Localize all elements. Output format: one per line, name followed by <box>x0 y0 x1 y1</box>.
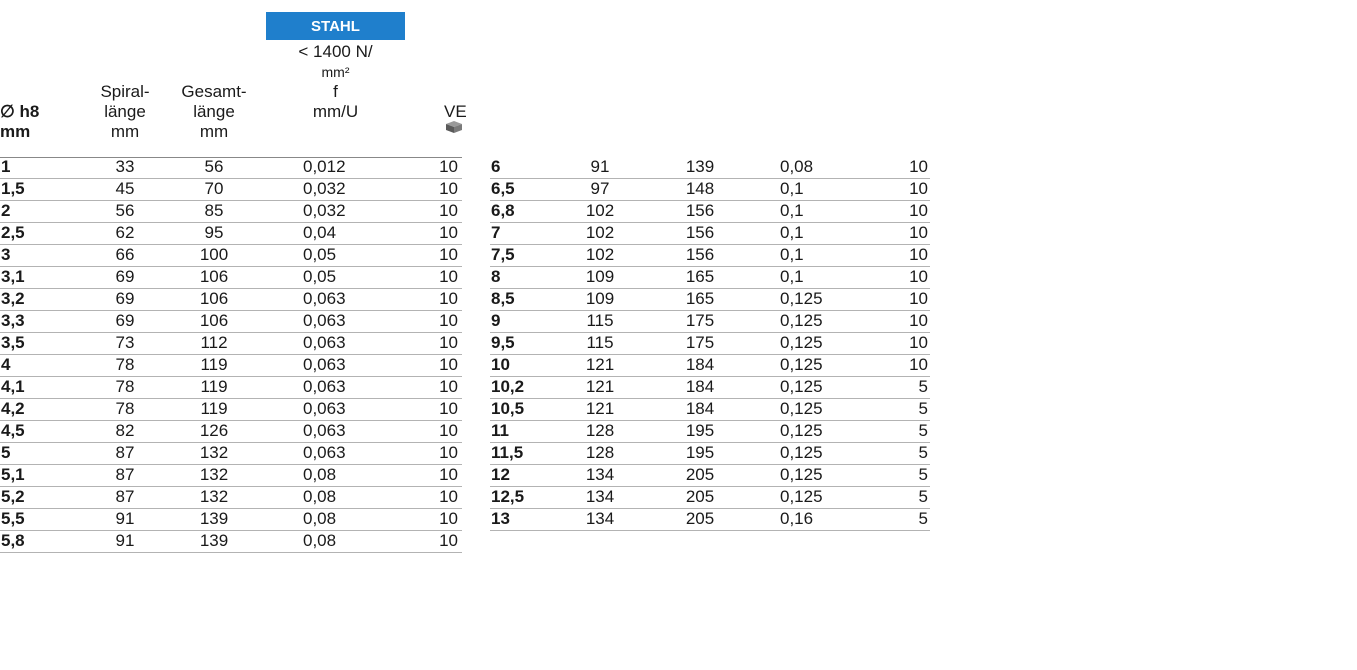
feed-cell: 0,1 <box>780 267 804 286</box>
ve-cell: 10 <box>439 509 458 528</box>
table-row <box>490 354 930 377</box>
table-row <box>0 354 462 377</box>
feed-cell: 0,08 <box>303 465 337 484</box>
diameter-cell: 6,5 <box>491 179 515 198</box>
spiral-length-cell: 69 <box>115 311 135 330</box>
ve-cell: 10 <box>439 399 458 418</box>
spiral-length-cell: 69 <box>115 267 135 286</box>
total-length-header <box>170 82 258 142</box>
table-row <box>0 508 462 531</box>
ve-cell: 10 <box>439 311 458 330</box>
feed-cell: 0,012 <box>303 157 346 176</box>
diameter-cell: 11 <box>491 421 509 440</box>
table-row <box>0 464 462 487</box>
spiral-length-cell: 109 <box>585 267 615 286</box>
total-length-cell: 195 <box>685 443 715 462</box>
spiral-length-cell: 115 <box>586 333 614 352</box>
spiral-length-cell: 121 <box>585 355 615 374</box>
ve-cell: 10 <box>439 179 458 198</box>
stahl-spec-line-1: < 1400 N/ <box>298 42 373 61</box>
total-header-line-1: Gesamt- <box>181 82 247 101</box>
diameter-cell: 8,5 <box>491 289 515 308</box>
ve-cell: 5 <box>918 377 928 396</box>
feed-cell: 0,032 <box>303 179 346 198</box>
diameter-cell: 5,5 <box>1 509 25 528</box>
feed-cell: 0,05 <box>303 267 337 286</box>
total-length-cell: 85 <box>204 201 224 220</box>
diameter-cell: 6 <box>491 157 501 176</box>
total-length-cell: 126 <box>199 421 229 440</box>
total-length-cell: 165 <box>685 289 715 308</box>
spiral-length-cell: 56 <box>115 201 135 220</box>
ve-cell: 10 <box>909 157 928 176</box>
diameter-cell: 4,5 <box>1 421 25 440</box>
spiral-length-cell: 73 <box>115 333 135 352</box>
table-row <box>0 288 462 311</box>
ve-cell: 10 <box>439 289 458 308</box>
table-row <box>490 508 930 531</box>
total-length-cell: 165 <box>685 267 715 286</box>
spiral-length-cell: 91 <box>115 531 135 550</box>
diameter-cell: 4,2 <box>1 399 25 418</box>
spiral-length-cell: 91 <box>115 509 135 528</box>
table-row <box>490 464 930 487</box>
diameter-cell: 3 <box>1 245 11 264</box>
table-row <box>490 310 930 333</box>
feed-cell: 0,08 <box>303 509 337 528</box>
spiral-header-line-1: Spiral- <box>100 82 150 101</box>
total-length-cell: 175 <box>685 333 715 352</box>
ve-cell: 10 <box>439 421 458 440</box>
ve-cell: 10 <box>439 245 458 264</box>
table-row <box>0 244 462 267</box>
diameter-cell: 5,1 <box>1 465 25 484</box>
diameter-cell: 3,5 <box>1 333 25 352</box>
ve-cell: 10 <box>439 201 458 220</box>
diameter-cell: 7 <box>491 223 501 242</box>
ve-cell: 10 <box>909 245 928 264</box>
table-row <box>490 442 930 465</box>
spiral-length-header <box>90 82 160 142</box>
feed-cell: 0,125 <box>780 443 823 462</box>
diameter-cell: 10,2 <box>491 377 525 396</box>
feed-cell: 0,125 <box>780 421 823 440</box>
spiral-length-cell: 134 <box>585 487 615 506</box>
ve-cell: 10 <box>439 223 458 242</box>
spiral-length-cell: 82 <box>115 421 135 440</box>
diameter-cell: 2 <box>1 201 11 220</box>
feed-cell: 0,125 <box>780 311 823 330</box>
table-row <box>490 266 930 289</box>
spiral-length-cell: 87 <box>115 465 135 484</box>
diameter-cell: 6,8 <box>491 201 515 220</box>
ve-cell: 5 <box>918 443 928 462</box>
feed-cell: 0,063 <box>303 289 346 308</box>
total-length-cell: 106 <box>199 267 229 286</box>
spiral-length-cell: 115 <box>586 311 614 330</box>
spiral-length-cell: 134 <box>585 509 615 528</box>
spiral-length-cell: 91 <box>590 157 610 176</box>
diameter-cell: 12,5 <box>491 487 525 506</box>
diameter-cell: 9,5 <box>491 333 515 352</box>
table-row <box>0 486 462 509</box>
total-length-cell: 119 <box>200 355 228 374</box>
ve-cell: 10 <box>439 531 458 550</box>
total-length-cell: 112 <box>200 333 228 352</box>
table-row <box>0 332 462 355</box>
feed-cell: 0,04 <box>303 223 337 242</box>
feed-cell: 0,125 <box>780 289 823 308</box>
total-length-cell: 184 <box>685 377 715 396</box>
total-length-cell: 56 <box>204 157 224 176</box>
ve-cell: 10 <box>909 223 928 242</box>
ve-cell: 5 <box>918 487 928 506</box>
feed-cell: 0,08 <box>780 157 814 176</box>
total-length-cell: 139 <box>199 509 229 528</box>
ve-cell: 10 <box>909 289 928 308</box>
feed-cell: 0,125 <box>780 465 823 484</box>
total-length-cell: 95 <box>204 223 224 242</box>
spiral-length-cell: 66 <box>115 245 135 264</box>
spiral-length-cell: 87 <box>115 487 135 506</box>
ve-cell: 10 <box>439 487 458 506</box>
ve-cell: 10 <box>439 465 458 484</box>
total-length-cell: 139 <box>685 157 715 176</box>
feed-unit: mm/U <box>312 102 359 121</box>
diameter-header <box>0 102 62 142</box>
diameter-cell: 5,2 <box>1 487 25 506</box>
total-length-cell: 205 <box>685 487 715 506</box>
ve-cell: 10 <box>439 333 458 352</box>
diameter-cell: 11,5 <box>491 443 524 462</box>
feed-cell: 0,063 <box>303 421 346 440</box>
ve-cell: 10 <box>439 157 458 176</box>
box-icon <box>445 120 463 134</box>
diameter-cell: 3,2 <box>1 289 25 308</box>
spiral-length-cell: 78 <box>115 355 135 374</box>
table-row <box>0 376 462 399</box>
table-row <box>0 178 462 201</box>
spiral-header-line-2: länge <box>104 102 146 121</box>
total-header-unit: mm <box>199 122 229 141</box>
feed-cell: 0,125 <box>780 333 823 352</box>
table-row <box>490 178 930 201</box>
ve-cell: 10 <box>439 355 458 374</box>
total-length-cell: 132 <box>199 465 229 484</box>
spiral-length-cell: 87 <box>115 443 135 462</box>
spiral-length-cell: 62 <box>115 223 135 242</box>
feed-cell: 0,125 <box>780 377 823 396</box>
diameter-cell: 13 <box>491 509 510 528</box>
feed-cell: 0,063 <box>303 311 346 330</box>
table-row <box>0 530 462 553</box>
diameter-cell: 10 <box>491 355 510 374</box>
total-length-cell: 195 <box>685 421 715 440</box>
feed-cell: 0,08 <box>303 531 337 550</box>
diameter-cell: 7,5 <box>491 245 515 264</box>
total-length-cell: 148 <box>685 179 715 198</box>
stahl-strength-spec <box>266 42 405 122</box>
table-row <box>0 200 462 223</box>
ve-cell: 10 <box>909 333 928 352</box>
table-row <box>0 156 462 179</box>
table-row <box>490 200 930 223</box>
table-row <box>490 376 930 399</box>
total-length-cell: 205 <box>685 465 715 484</box>
feed-cell: 0,05 <box>303 245 337 264</box>
table-row <box>0 420 462 443</box>
feed-cell: 0,063 <box>303 443 346 462</box>
spiral-length-cell: 128 <box>585 421 615 440</box>
diameter-cell: 8 <box>491 267 501 286</box>
feed-cell: 0,125 <box>780 355 823 374</box>
table-row <box>490 244 930 267</box>
spiral-header-unit: mm <box>110 122 140 141</box>
ve-header-label: VE <box>444 102 467 121</box>
spiral-length-cell: 109 <box>585 289 615 308</box>
spiral-length-cell: 69 <box>115 289 135 308</box>
spiral-length-cell: 121 <box>585 399 615 418</box>
ve-cell: 10 <box>439 267 458 286</box>
table-row <box>0 442 462 465</box>
diameter-cell: 2,5 <box>1 223 25 242</box>
table-row <box>490 156 930 179</box>
table-row <box>490 288 930 311</box>
table-row <box>0 266 462 289</box>
diameter-cell: 3,3 <box>1 311 25 330</box>
table-row <box>490 332 930 355</box>
total-length-cell: 100 <box>199 245 229 264</box>
total-length-cell: 119 <box>200 399 228 418</box>
spiral-length-cell: 134 <box>585 465 615 484</box>
total-length-cell: 132 <box>199 487 229 506</box>
total-length-cell: 156 <box>685 201 715 220</box>
table-row <box>0 310 462 333</box>
diameter-cell: 12 <box>491 465 510 484</box>
total-length-cell: 106 <box>199 311 229 330</box>
diameter-cell: 3,1 <box>1 267 25 286</box>
spiral-length-cell: 102 <box>585 223 615 242</box>
ve-cell: 5 <box>918 421 928 440</box>
ve-cell: 10 <box>909 201 928 220</box>
total-length-cell: 184 <box>685 399 715 418</box>
spiral-length-cell: 121 <box>585 377 615 396</box>
diameter-cell: 9 <box>491 311 501 330</box>
spiral-length-cell: 97 <box>590 179 610 198</box>
spiral-length-cell: 45 <box>115 179 135 198</box>
feed-cell: 0,125 <box>780 399 823 418</box>
ve-cell: 5 <box>918 509 928 528</box>
total-length-cell: 175 <box>685 311 715 330</box>
table-row <box>0 222 462 245</box>
stahl-spec-line-2: mm² <box>321 64 350 80</box>
feed-cell: 0,125 <box>780 487 823 506</box>
ve-cell: 10 <box>439 377 458 396</box>
diameter-cell: 5 <box>1 443 11 462</box>
total-length-cell: 156 <box>685 223 715 242</box>
diameter-header-unit: mm <box>0 122 31 141</box>
feed-cell: 0,16 <box>780 509 814 528</box>
feed-cell: 0,063 <box>303 399 346 418</box>
spiral-length-cell: 33 <box>115 157 135 176</box>
total-length-cell: 139 <box>199 531 229 550</box>
feed-cell: 0,1 <box>780 223 804 242</box>
feed-cell: 0,1 <box>780 179 804 198</box>
ve-cell: 10 <box>909 355 928 374</box>
feed-cell: 0,063 <box>303 377 346 396</box>
total-length-cell: 70 <box>204 179 224 198</box>
feed-cell: 0,063 <box>303 333 346 352</box>
ve-cell: 5 <box>918 465 928 484</box>
table-row <box>490 486 930 509</box>
feed-cell: 0,08 <box>303 487 337 506</box>
ve-cell: 10 <box>909 179 928 198</box>
total-header-line-2: länge <box>193 102 235 121</box>
diameter-cell: 4,1 <box>1 377 25 396</box>
total-length-cell: 119 <box>200 377 228 396</box>
stahl-material-badge: STAHL <box>266 12 405 40</box>
table-row <box>490 222 930 245</box>
feed-cell: 0,032 <box>303 201 346 220</box>
total-length-cell: 106 <box>199 289 229 308</box>
diameter-cell: 1 <box>1 157 11 176</box>
ve-cell: 10 <box>439 443 458 462</box>
diameter-cell: 10,5 <box>491 399 525 418</box>
spiral-length-cell: 102 <box>585 245 615 264</box>
total-length-cell: 156 <box>685 245 715 264</box>
ve-header <box>444 102 474 122</box>
spiral-length-cell: 102 <box>585 201 615 220</box>
diameter-cell: 4 <box>1 355 11 374</box>
diameter-cell: 5,8 <box>1 531 25 550</box>
ve-cell: 10 <box>909 267 928 286</box>
ve-cell: 10 <box>909 311 928 330</box>
table-row <box>0 398 462 421</box>
table-row <box>490 398 930 421</box>
feed-cell: 0,1 <box>780 245 804 264</box>
spiral-length-cell: 78 <box>115 377 135 396</box>
diameter-cell: 1,5 <box>1 179 25 198</box>
diameter-header-label: ∅ h8 <box>0 102 40 121</box>
feed-cell: 0,063 <box>303 355 346 374</box>
feed-label: f <box>333 82 338 101</box>
spiral-length-cell: 128 <box>585 443 615 462</box>
spiral-length-cell: 78 <box>115 399 135 418</box>
table-row <box>490 420 930 443</box>
ve-cell: 5 <box>918 399 928 418</box>
feed-cell: 0,1 <box>780 201 804 220</box>
total-length-cell: 132 <box>199 443 229 462</box>
total-length-cell: 184 <box>685 355 715 374</box>
total-length-cell: 205 <box>685 509 715 528</box>
